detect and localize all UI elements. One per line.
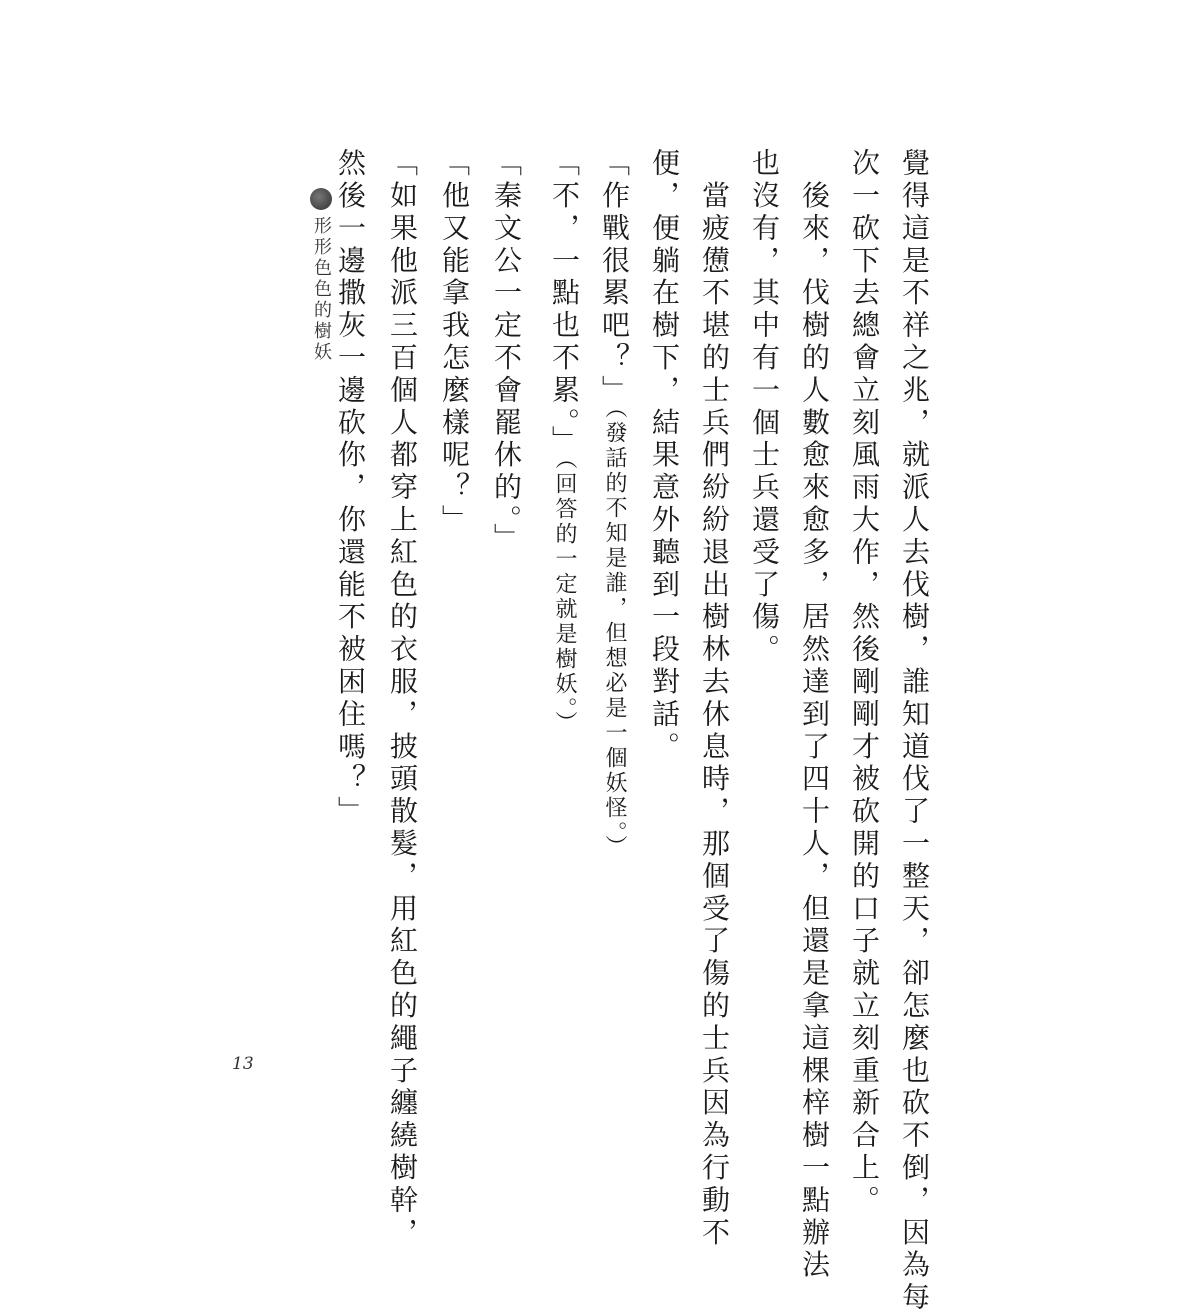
text-column-7 xyxy=(598,148,631,861)
text-column-10 xyxy=(438,148,471,537)
column-text: 「他又能拿我怎麼樣呢？」 xyxy=(438,148,471,537)
running-head xyxy=(230,188,412,363)
column-text: 「作戰很累吧？」 xyxy=(598,148,631,408)
column-note: （回答的一定就是樹妖。） xyxy=(552,458,577,736)
column-text: 「如果他派三百個人都穿上紅色的衣服，披頭散髮，用紅色的繩子纏繞樹幹， xyxy=(386,148,419,1250)
page-number: 13 xyxy=(232,1054,254,1074)
running-head-title: 形形色色的樹妖 xyxy=(311,216,332,363)
text-column-12 xyxy=(334,148,367,829)
column-text: 也沒有，其中有一個士兵還受了傷。 xyxy=(748,148,781,667)
column-text: 「不，一點也不累。」 xyxy=(548,148,581,458)
bullet-dot-icon xyxy=(310,188,332,210)
column-note: （發話的不知是誰，但想必是一個妖怪。） xyxy=(602,407,627,861)
text-column-4 xyxy=(748,148,781,667)
text-column-6 xyxy=(648,148,681,764)
column-text: 覺得這是不祥之兆，就派人去伐樹，誰知道伐了一整天，卻怎麼也砍不倒，因為每 xyxy=(898,148,931,1314)
column-text: 次一砍下去總會立刻風雨大作，然後剛剛才被砍開的口子就立刻重新合上。 xyxy=(848,148,881,1218)
text-column-5 xyxy=(698,148,731,1250)
text-column-9 xyxy=(490,148,523,556)
column-text: 後來，伐樹的人數愈來愈多，居然達到了四十人，但還是拿這棵梓樹一點辦法 xyxy=(798,148,831,1282)
column-text: 當疲憊不堪的士兵們紛紛退出樹林去休息時，那個受了傷的士兵因為行動不 xyxy=(698,148,731,1250)
text-column-1 xyxy=(898,148,931,1314)
column-text: 便，便躺在樹下，結果意外聽到一段對話。 xyxy=(648,148,681,764)
column-text: 然後一邊撒灰一邊砍你，你還能不被困住嗎？」 xyxy=(334,148,367,829)
text-column-8 xyxy=(548,148,581,736)
column-text: 「秦文公一定不會罷休的。」 xyxy=(490,148,523,556)
text-column-3 xyxy=(798,148,831,1282)
text-column-11 xyxy=(386,148,419,1250)
text-column-2 xyxy=(848,148,881,1218)
